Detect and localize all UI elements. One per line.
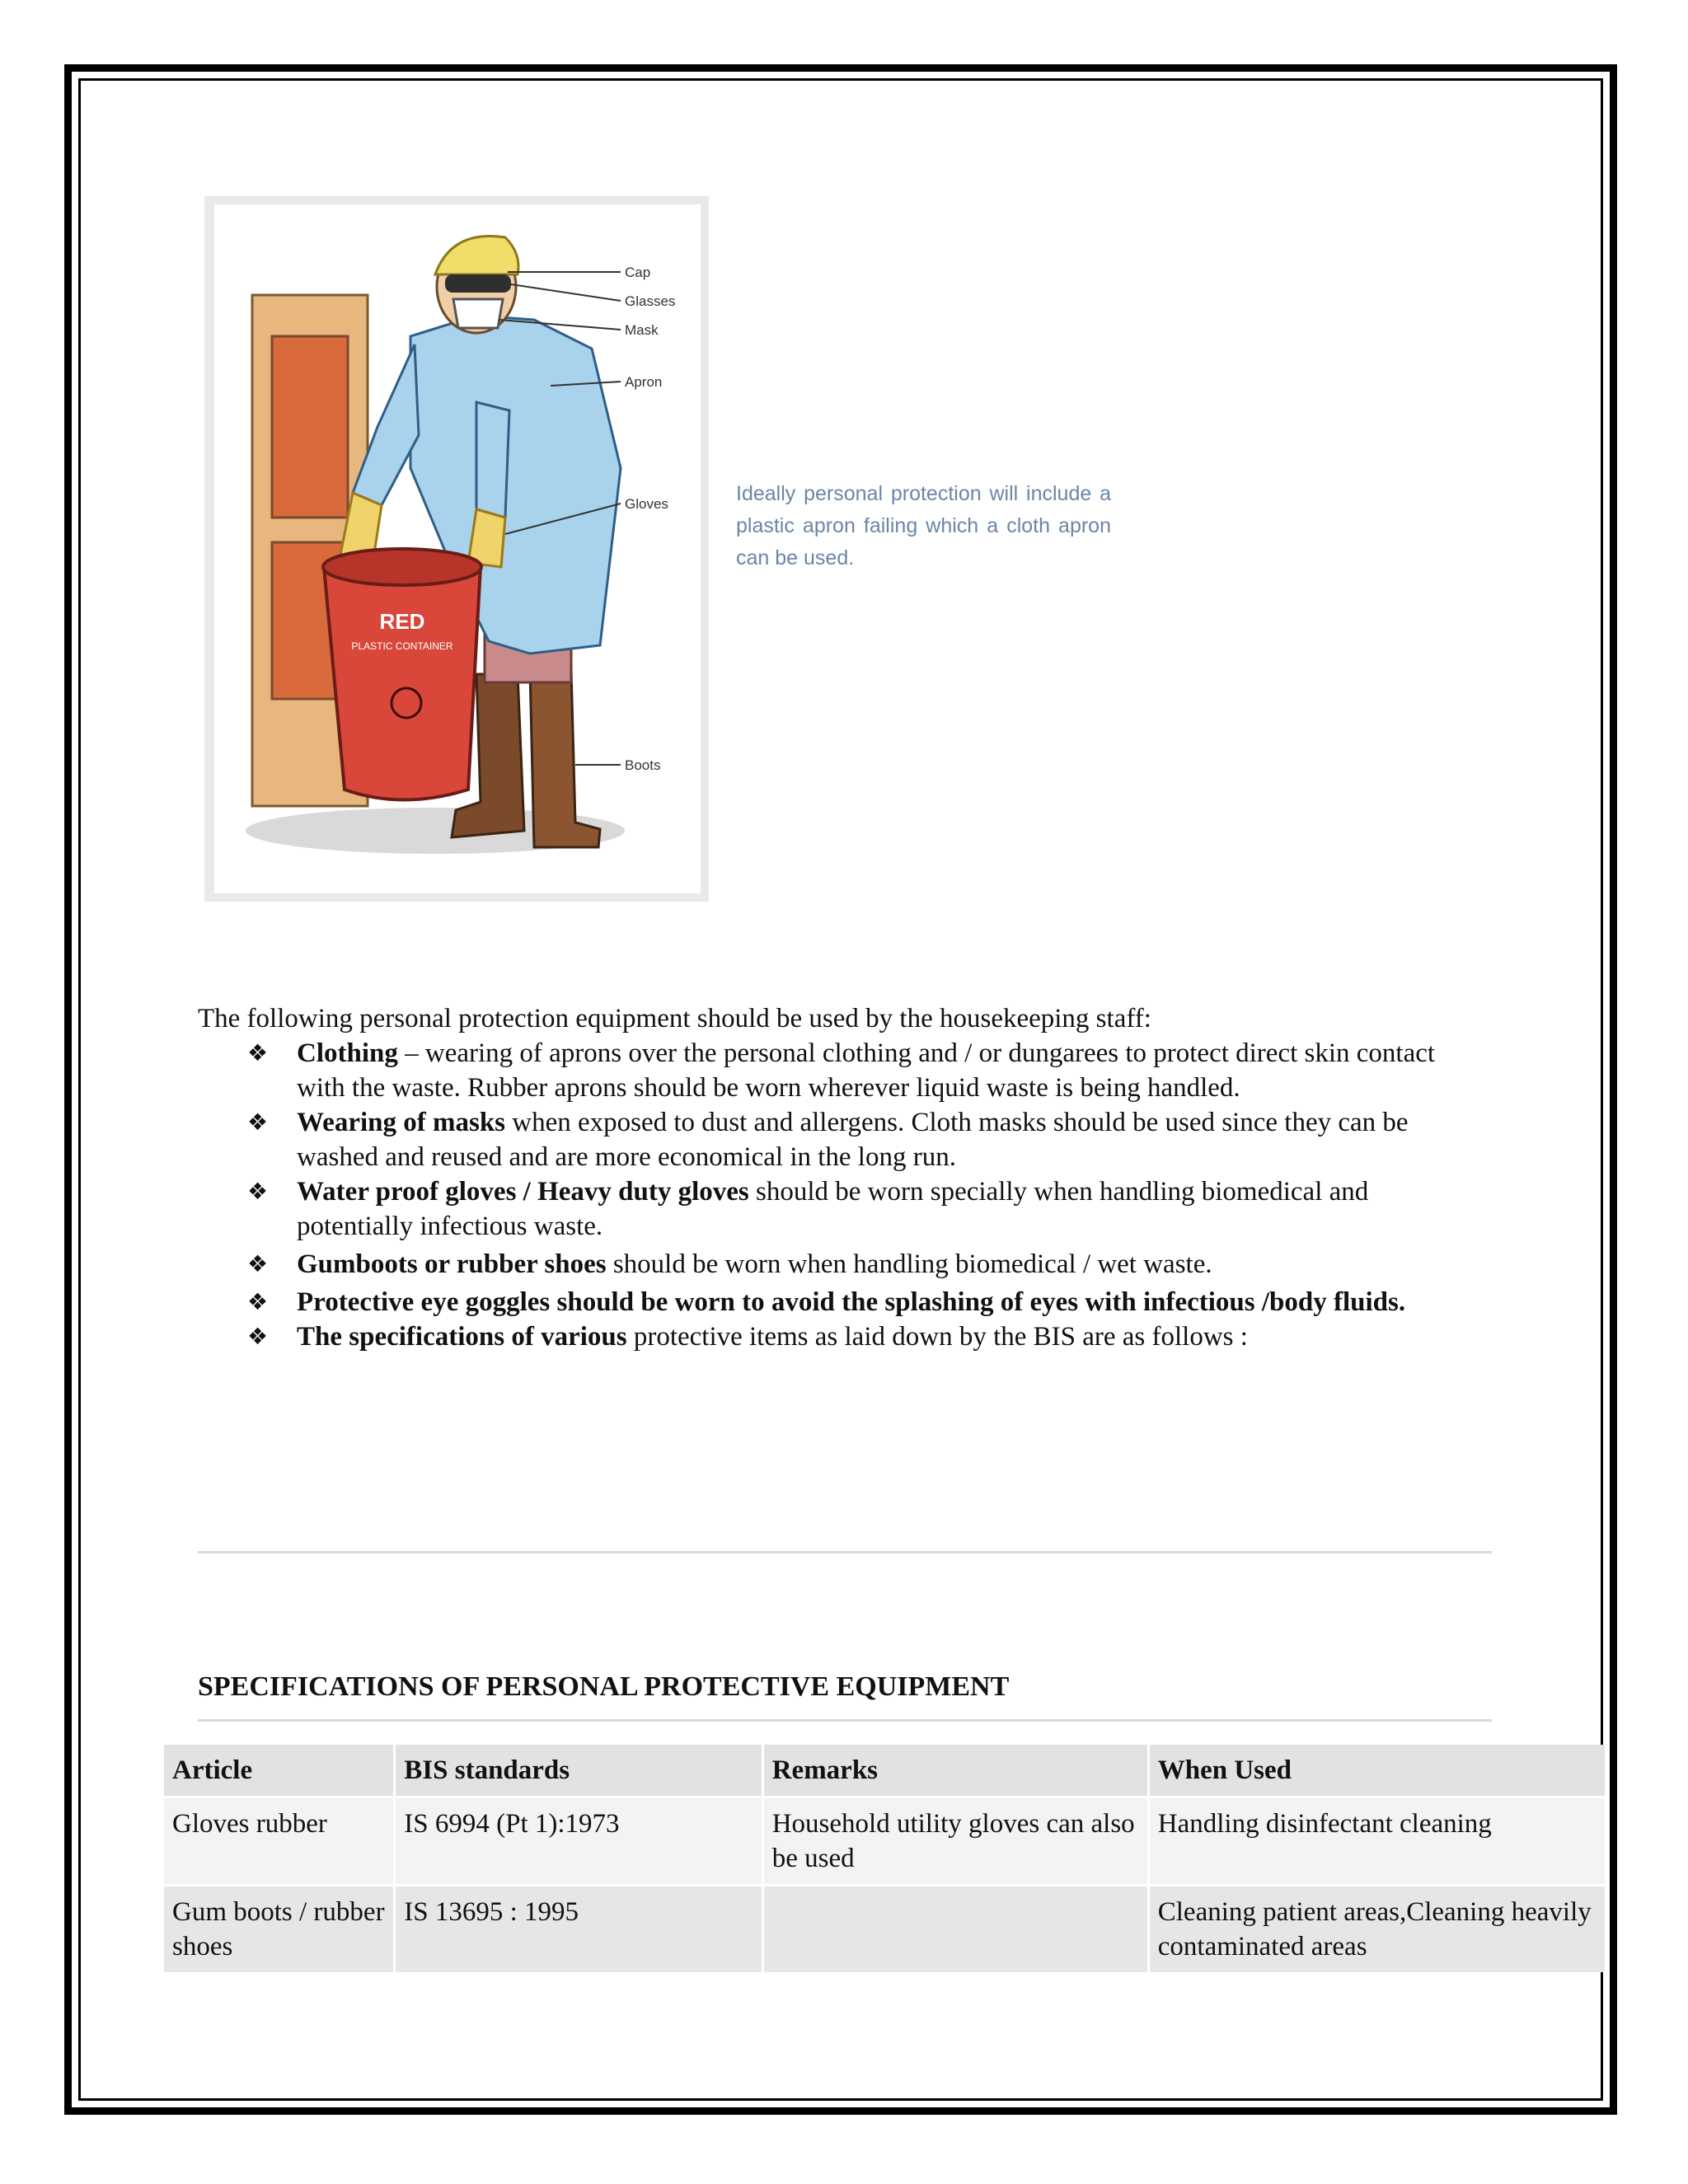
bullet-bold: Wearing of masks: [297, 1108, 506, 1137]
bullet-text: should be worn when handling biomedical / wet waste.: [606, 1249, 1212, 1279]
specifications-table: [162, 1745, 1607, 1972]
bullet-text: protective items as laid down by the BIS are as follows :: [626, 1322, 1248, 1352]
container-sublabel: PLASTIC CONTAINER: [351, 640, 453, 652]
list-item: [247, 1319, 1484, 1354]
bullet-text: – wearing of aprons over the personal clothing and / or dungarees to protect direct skin contact with the waste. Rubber aprons should be worn wherever liquid waste is being handled.: [297, 1038, 1436, 1103]
table-row: [164, 1796, 1605, 1884]
bullet-bold: Water proof gloves / Heavy duty gloves: [297, 1177, 749, 1207]
bullet-bold: Gumboots or rubber shoes: [297, 1249, 607, 1279]
label-gloves: Gloves: [625, 496, 668, 512]
table-cell: Cleaning patient areas,Cleaning heavily contaminated areas: [1150, 1884, 1605, 1972]
header-when-used: When Used: [1150, 1745, 1605, 1796]
label-glasses: Glasses: [625, 293, 676, 309]
bullet-diamond-icon: ❖: [247, 1250, 269, 1277]
divider: [198, 1551, 1492, 1554]
header-bis-standards: BIS standards: [396, 1745, 761, 1796]
table-cell: IS 13695 : 1995: [396, 1884, 761, 1972]
list-item: [247, 1247, 1484, 1282]
table-cell: IS 6994 (Pt 1):1973: [396, 1796, 761, 1884]
table-cell: Household utility gloves can also be used: [764, 1796, 1147, 1884]
table-cell: [764, 1884, 1147, 1972]
label-mask: Mask: [625, 322, 659, 338]
label-boots: Boots: [625, 757, 661, 773]
label-apron: Apron: [625, 374, 663, 390]
divider: [198, 1719, 1492, 1722]
list-item: [247, 1105, 1484, 1174]
table-row: [164, 1884, 1605, 1972]
bullet-text: should be worn specially when handling biomedical and potentially infectious waste.: [297, 1177, 1369, 1241]
container-label: RED: [379, 609, 425, 634]
ppe-bullet-list: [247, 1036, 1484, 1354]
table-cell: Gloves rubber: [164, 1796, 393, 1884]
ppe-illustration: [204, 196, 709, 902]
header-remarks: Remarks: [764, 1745, 1147, 1796]
bullet-diamond-icon: ❖: [247, 1178, 269, 1205]
figure-caption: Ideally personal protection will include a plastic apron failing which a cloth apron can be used.: [736, 482, 1111, 569]
bullet-bold: Protective eye goggles should be worn to avoid the splashing of eyes with infectious /body fluids.: [297, 1287, 1406, 1317]
list-item: [247, 1036, 1484, 1105]
list-item: [247, 1174, 1484, 1244]
header-article: Article: [164, 1745, 393, 1796]
list-item: [247, 1285, 1484, 1319]
bullet-diamond-icon: ❖: [247, 1288, 269, 1315]
bullet-diamond-icon: ❖: [247, 1323, 269, 1350]
label-cap: Cap: [625, 265, 651, 280]
bullet-bold: The specifications of various: [297, 1322, 627, 1352]
bullet-diamond-icon: ❖: [247, 1039, 269, 1066]
bullet-text: when exposed to dust and allergens. Cloth masks should be used since they can be washed and reused and are more economical in the long run.: [297, 1108, 1409, 1172]
table-header-row: [164, 1745, 1605, 1796]
bullet-diamond-icon: ❖: [247, 1108, 269, 1136]
section-title: SPECIFICATIONS OF PERSONAL PROTECTIVE EQUIPMENT: [198, 1671, 1010, 1702]
table-cell: Gum boots / rubber shoes: [164, 1884, 393, 1972]
bullet-bold: Clothing: [297, 1038, 398, 1068]
intro-paragraph: The following personal protection equipment should be used by the housekeeping staff:: [198, 1004, 1151, 1033]
table-cell: Handling disinfectant cleaning: [1150, 1796, 1605, 1884]
